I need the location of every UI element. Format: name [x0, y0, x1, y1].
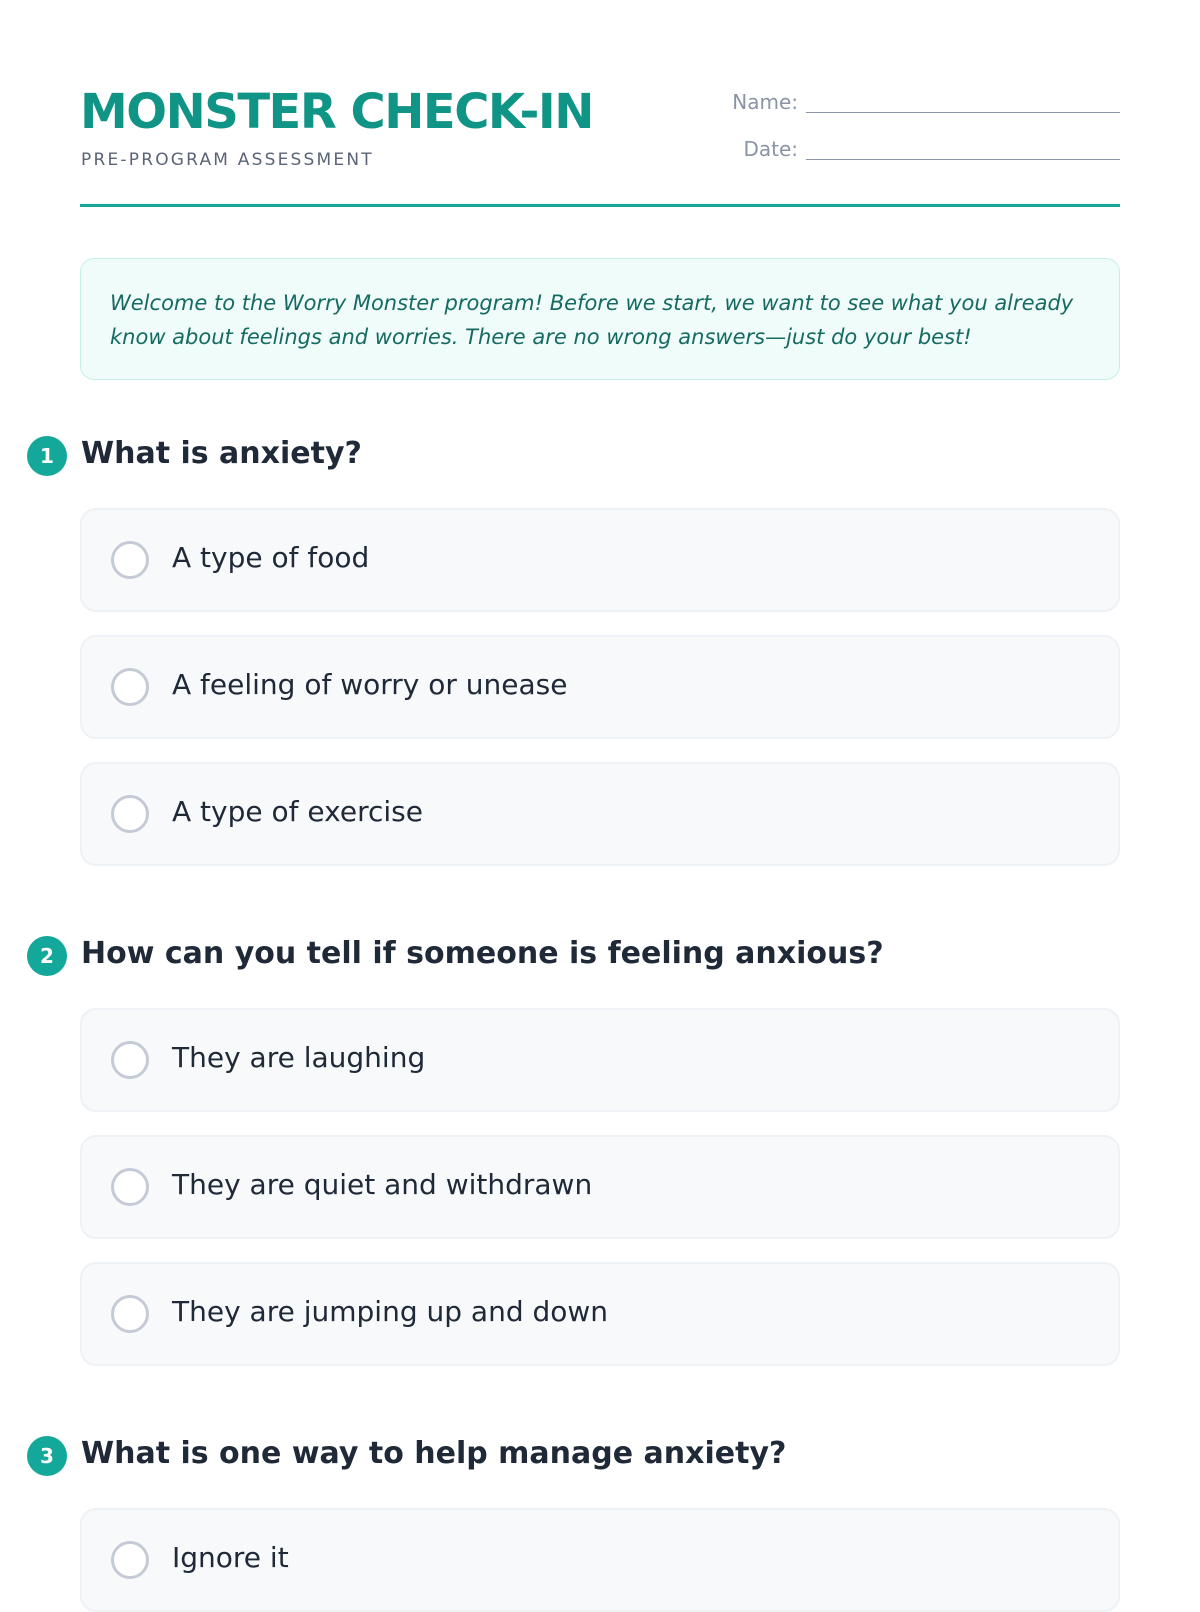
answer-option[interactable] [80, 762, 1120, 866]
question-number-badge: 3 [27, 1436, 67, 1476]
question-text: What is one way to help manage anxiety? [81, 1436, 787, 1471]
radio-button[interactable] [111, 795, 149, 833]
radio-button[interactable] [111, 1041, 149, 1079]
answer-label: A type of exercise [172, 795, 423, 828]
radio-button[interactable] [111, 1295, 149, 1333]
answer-label: They are jumping up and down [172, 1295, 609, 1328]
answer-option[interactable] [80, 508, 1120, 612]
intro-text: Welcome to the Worry Monster program! Before we start, we want to see what you already know about feelings and worries. There are no wrong answers—just do your best! [110, 291, 1074, 349]
answer-option[interactable] [80, 1135, 1120, 1239]
radio-button[interactable] [111, 1168, 149, 1206]
date-write-line[interactable] [806, 159, 1120, 160]
answer-option[interactable] [80, 1508, 1120, 1612]
answer-label: A type of food [172, 541, 370, 574]
answer-option[interactable] [80, 635, 1120, 739]
answer-label: They are quiet and withdrawn [172, 1168, 593, 1201]
radio-button[interactable] [111, 1541, 149, 1579]
answer-label: Ignore it [172, 1541, 289, 1574]
answer-label: A feeling of worry or unease [172, 668, 568, 701]
question-text: How can you tell if someone is feeling anxious? [81, 936, 884, 971]
answer-option[interactable] [80, 1262, 1120, 1366]
name-field[interactable] [720, 90, 1120, 116]
page-subtitle: PRE-PROGRAM ASSESSMENT [81, 150, 374, 170]
intro-box [80, 258, 1120, 380]
radio-button[interactable] [111, 668, 149, 706]
date-field[interactable] [720, 137, 1120, 163]
page-header [80, 80, 1120, 207]
answer-option[interactable] [80, 1008, 1120, 1112]
question-number-badge: 2 [27, 936, 67, 976]
name-label: Name: [732, 90, 798, 114]
name-write-line[interactable] [806, 112, 1120, 113]
radio-button[interactable] [111, 541, 149, 579]
answer-label: They are laughing [172, 1041, 426, 1074]
question-text: What is anxiety? [81, 436, 362, 471]
page-title: MONSTER CHECK-IN [80, 84, 593, 140]
question-number-badge: 1 [27, 436, 67, 476]
date-label: Date: [743, 137, 798, 161]
